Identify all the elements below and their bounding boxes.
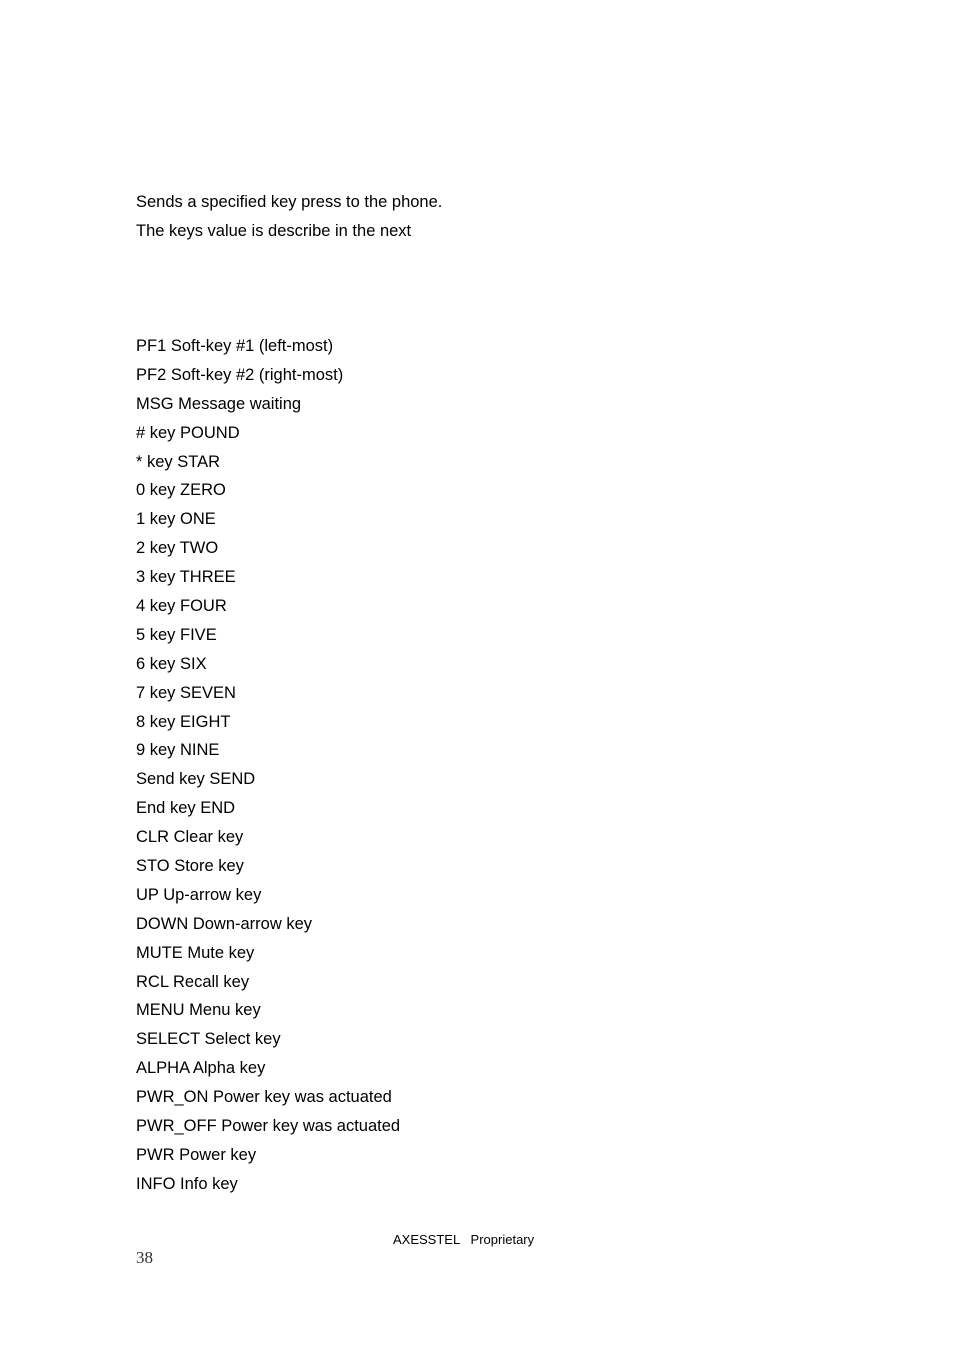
list-item: SELECT Select key	[136, 1030, 281, 1049]
list-item: 3 key THREE	[136, 568, 236, 587]
list-item: PWR_OFF Power key was actuated	[136, 1117, 401, 1136]
list-item: PWR Power key	[136, 1145, 257, 1164]
page-number: 38	[136, 1248, 153, 1267]
list-item: MUTE Mute key	[136, 943, 255, 962]
list-item: 1 key ONE	[136, 510, 216, 529]
list-item: ALPHA Alpha key	[136, 1059, 266, 1078]
list-item: STO Store key	[136, 857, 244, 876]
list-item: 8 key EIGHT	[136, 712, 231, 731]
list-item: UP Up-arrow key	[136, 885, 262, 904]
list-item: INFO Info key	[136, 1174, 238, 1193]
description-block	[136, 188, 442, 246]
list-item: RCL Recall key	[136, 972, 250, 991]
list-item: DOWN Down-arrow key	[136, 914, 313, 933]
list-item: MSG Message waiting	[136, 394, 302, 413]
list-item: PF2 Soft-key #2 (right-most)	[136, 365, 344, 384]
list-item: 5 key FIVE	[136, 625, 217, 644]
list-item: End key END	[136, 799, 236, 818]
list-item: PF1 Soft-key #1 (left-most)	[136, 337, 334, 355]
list-item: MENU Menu key	[136, 1001, 261, 1020]
list-item: 9 key NINE	[136, 741, 220, 760]
list-item: 2 key TWO	[136, 539, 219, 558]
description-line-2: The keys value is describe in the next	[136, 221, 412, 240]
list-item: # key POUND	[136, 423, 240, 442]
description-line-1: Sends a specified key press to the phone.	[136, 193, 443, 211]
list-item: 0 key ZERO	[136, 481, 226, 500]
list-item: PWR_ON Power key was actuated	[136, 1088, 392, 1107]
list-item: 4 key FOUR	[136, 597, 227, 616]
list-item: 6 key SIX	[136, 654, 207, 673]
footer-proprietary-label: AXESSTEL Proprietary	[393, 1232, 535, 1247]
list-item: * key STAR	[136, 452, 221, 471]
list-item: Send key SEND	[136, 770, 256, 789]
list-item: 7 key SEVEN	[136, 683, 236, 702]
key-value-list	[136, 332, 400, 1199]
list-item: CLR Clear key	[136, 828, 244, 847]
